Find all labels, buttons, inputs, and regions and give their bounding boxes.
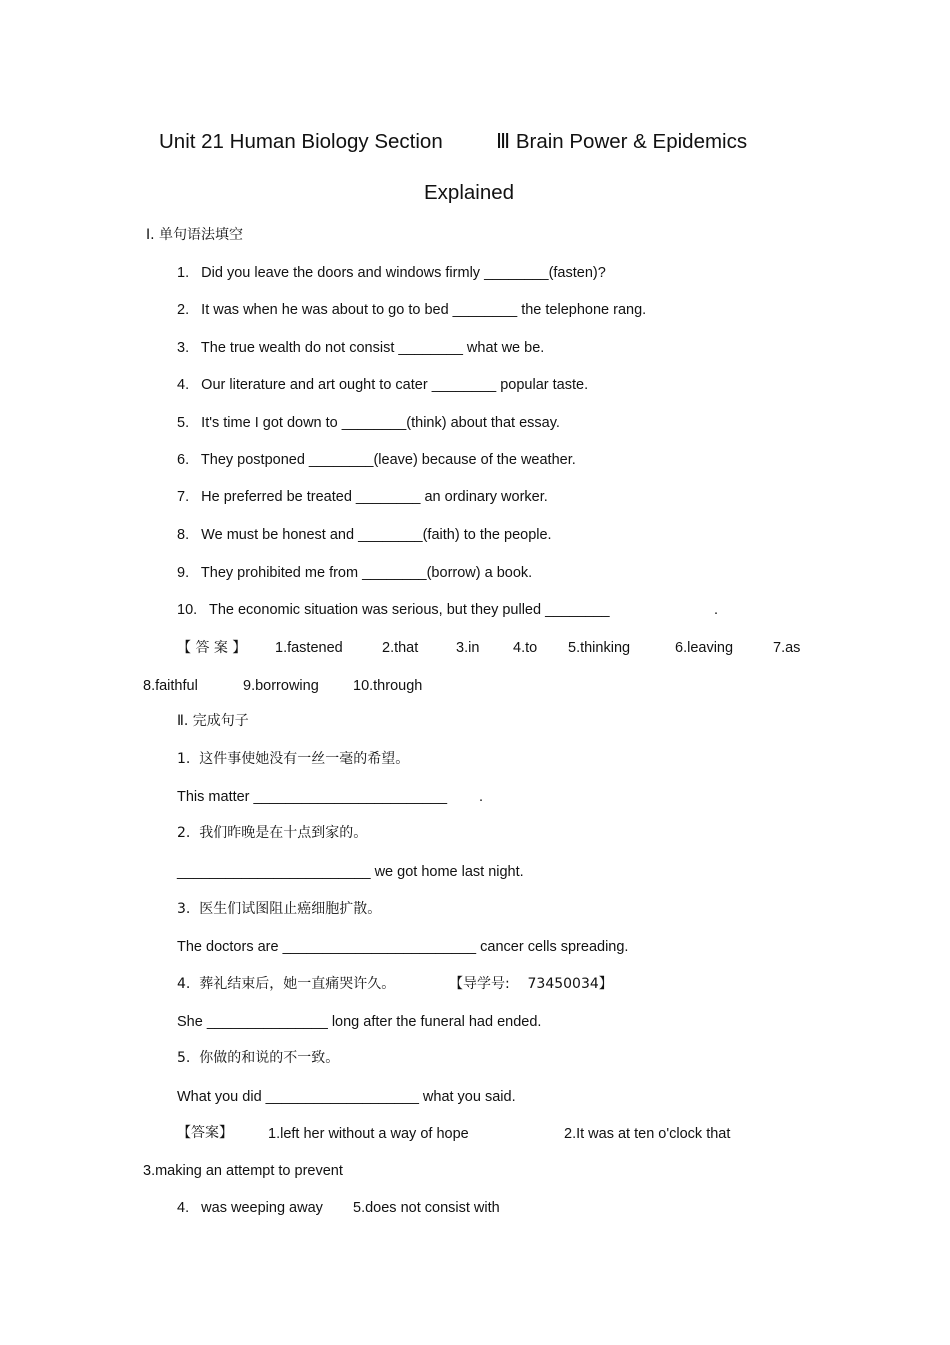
s1-item-6: 6. They postponed ________(leave) because of the weather. bbox=[177, 452, 576, 468]
s2-item-4-ref: 【导学号: 73450034】 bbox=[449, 976, 613, 992]
s1-item-4: 4. Our literature and art ought to cater ________ popular taste. bbox=[177, 377, 589, 393]
s1-answer: 7.as bbox=[773, 640, 801, 656]
s1-item-5: 5. It's time I got down to ________(think) about that essay. bbox=[177, 415, 560, 431]
s1-answer: 8.faithful bbox=[143, 678, 198, 694]
s2-answer: 4. was weeping away bbox=[177, 1200, 323, 1216]
s1-item-9: 9. They prohibited me from ________(borrow) a book. bbox=[177, 565, 533, 581]
s1-answer: 2.that bbox=[382, 640, 419, 656]
s1-answer: 1.fastened bbox=[275, 640, 343, 656]
s2-item-1-en: This matter ________________________ bbox=[177, 789, 448, 805]
s2-item-3-cn: 3. 医生们试图阻止癌细胞扩散。 bbox=[177, 901, 382, 917]
s1-answer: 9.borrowing bbox=[243, 678, 319, 694]
s1-answer: 3.in bbox=[456, 640, 480, 656]
s2-answer: 2.It was at ten o'clock that bbox=[564, 1126, 731, 1142]
s2-answer-label: 【答案】 bbox=[177, 1125, 233, 1141]
s2-item-2-en: ________________________ we got home last night. bbox=[177, 864, 524, 880]
s1-answer: 5.thinking bbox=[568, 640, 631, 656]
s1-item-1: 1. Did you leave the doors and windows firmly ________(fasten)? bbox=[177, 265, 606, 281]
s2-item-2-cn: 2. 我们昨晚是在十点到家的。 bbox=[177, 825, 368, 841]
s2-item-1-en-end: . bbox=[479, 789, 484, 805]
s1-answer: 10.through bbox=[353, 678, 423, 694]
s1-item-2: 2. It was when he was about to go to bed ________ the telephone rang. bbox=[177, 302, 647, 318]
s1-item-8: 8. We must be honest and ________(faith) to the people. bbox=[177, 527, 552, 543]
s1-answer: 4.to bbox=[513, 640, 538, 656]
s2-item-3-en: The doctors are ________________________ cancer cells spreading. bbox=[177, 939, 629, 955]
s1-answer-label: 【 答 案 】 bbox=[177, 640, 247, 656]
s1-item-3: 3. The true wealth do not consist ________ what we be. bbox=[177, 340, 545, 356]
s2-item-5-en: What you did ___________________ what you said. bbox=[177, 1089, 516, 1105]
s2-item-4-cn: 4. 葬礼结束后，她一直痛哭许久。 bbox=[177, 976, 396, 992]
title-part2: Ⅲ Brain Power & Epidemics bbox=[496, 130, 748, 153]
s1-answer: 6.leaving bbox=[675, 640, 734, 656]
title-part1: Unit 21 Human Biology Section bbox=[159, 130, 443, 153]
s2-answer: 1.left her without a way of hope bbox=[268, 1126, 469, 1142]
s1-item-7: 7. He preferred be treated ________ an ordinary worker. bbox=[177, 489, 548, 505]
s1-item-10-period: . bbox=[714, 602, 719, 618]
s2-item-1-cn: 1. 这件事使她没有一丝一毫的希望。 bbox=[177, 751, 410, 767]
title-line2: Explained bbox=[424, 181, 515, 204]
s2-answer: 3.making an attempt to prevent bbox=[143, 1163, 343, 1179]
s2-answer: 5.does not consist with bbox=[353, 1200, 500, 1216]
s2-item-4-en: She _______________ long after the funeral had ended. bbox=[177, 1014, 542, 1030]
s1-item-10: 10. The economic situation was serious, but they pulled ________ bbox=[177, 602, 610, 618]
section2-heading: Ⅱ. 完成句子 bbox=[177, 713, 249, 729]
section1-heading: Ⅰ. 单句语法填空 bbox=[146, 227, 244, 243]
s2-item-5-cn: 5. 你做的和说的不一致。 bbox=[177, 1050, 340, 1066]
